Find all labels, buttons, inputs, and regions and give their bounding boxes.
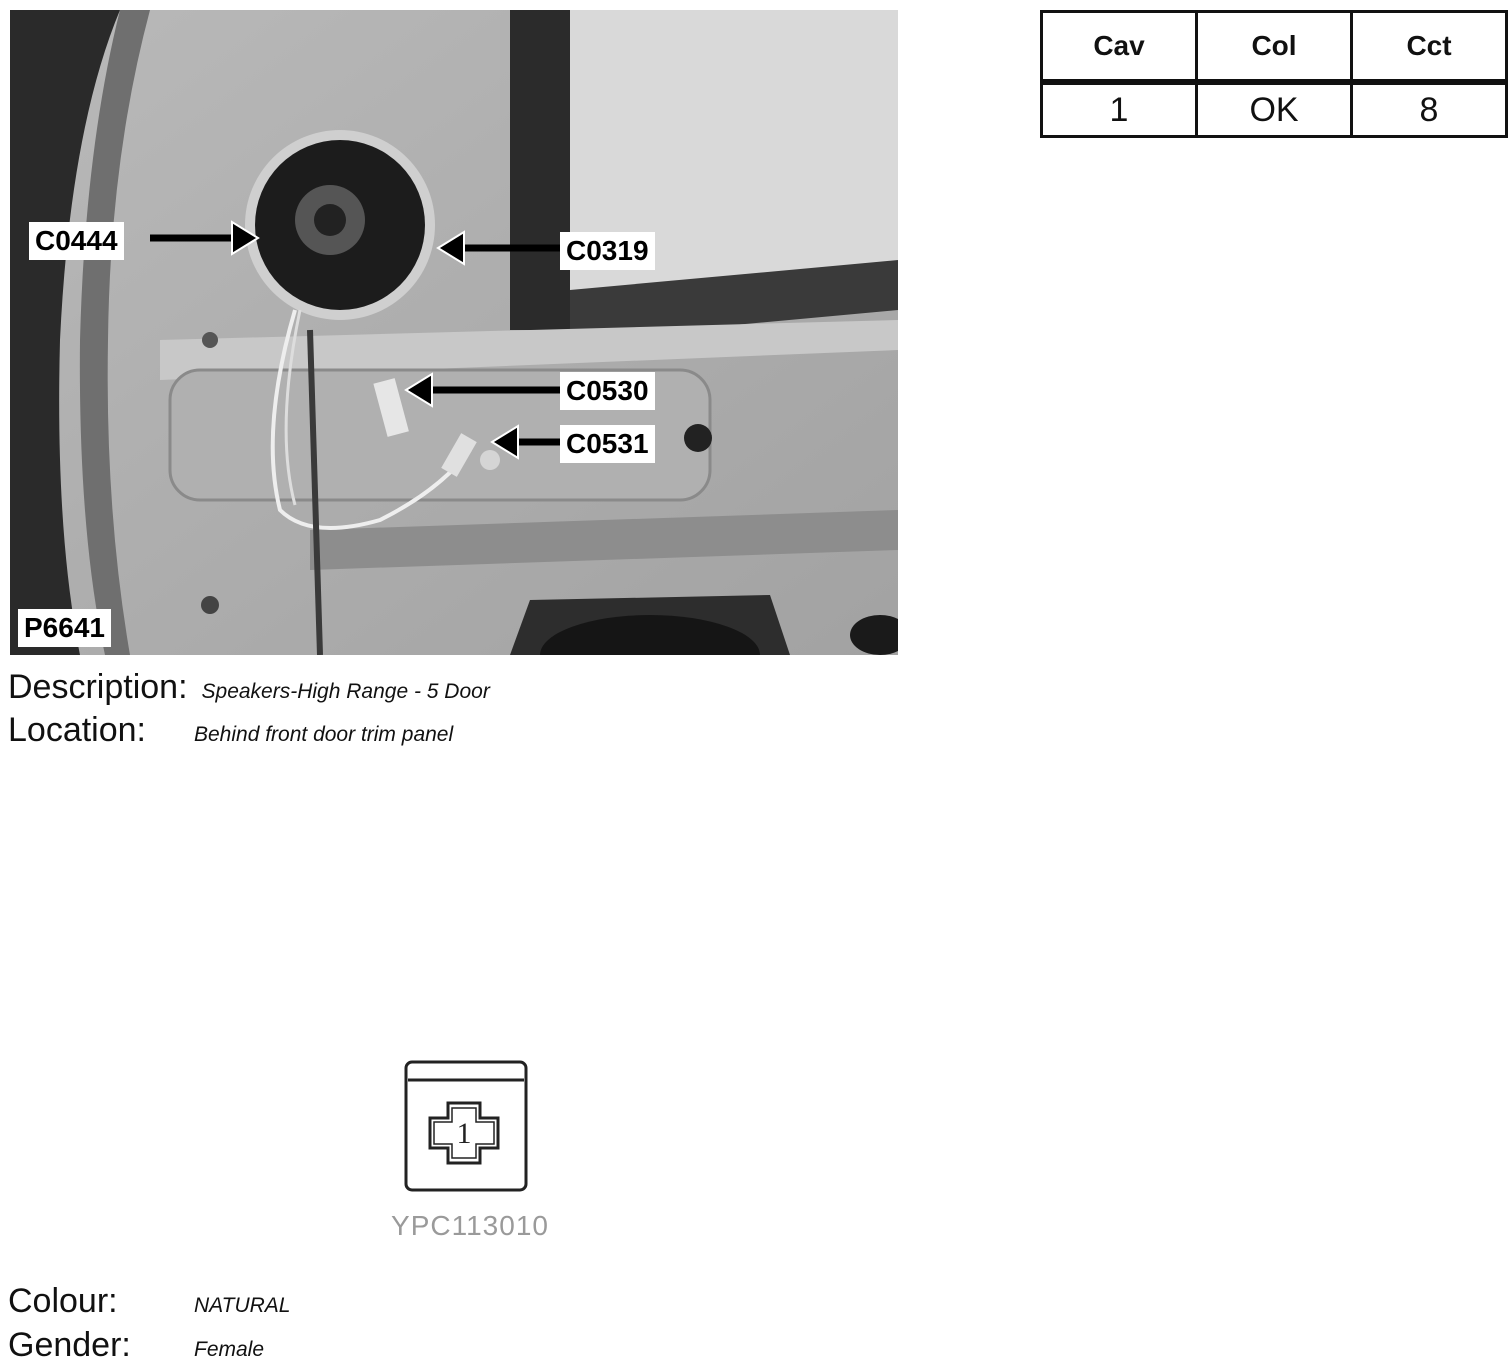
- colour-line: [8, 1282, 290, 1321]
- gender-value: Female: [194, 1338, 265, 1361]
- part-number: YPC113010: [391, 1210, 549, 1241]
- description-value: Speakers-High Range - 5 Door: [201, 680, 490, 703]
- callout-c0444: C0444: [29, 222, 124, 260]
- header-cav: Cav: [1042, 12, 1197, 83]
- location-value: Behind front door trim panel: [194, 723, 454, 746]
- header-cct: Cct: [1352, 12, 1507, 83]
- pin-table-header-row: [1042, 12, 1507, 83]
- gender-label: Gender:: [8, 1326, 131, 1364]
- description-line: [8, 668, 490, 707]
- cell-cav: 1: [1042, 82, 1197, 137]
- callout-c0531: C0531: [560, 425, 655, 463]
- callout-c0530: C0530: [560, 372, 655, 410]
- cavity-number: 1: [456, 1117, 472, 1150]
- description-label: Description:: [8, 668, 188, 706]
- callout-c0319: C0319: [560, 232, 655, 270]
- cell-cct: 8: [1352, 82, 1507, 137]
- pin-table: [1040, 10, 1508, 138]
- colour-value: NATURAL: [194, 1294, 291, 1317]
- location-line: [8, 711, 453, 750]
- connector-location-photo: [10, 10, 898, 655]
- colour-label: Colour:: [8, 1282, 118, 1320]
- header-col: Col: [1197, 12, 1352, 83]
- location-label: Location:: [8, 711, 146, 749]
- photo-reference-label: P6641: [18, 609, 111, 647]
- gender-line: [8, 1326, 264, 1365]
- connector-face-icon: [400, 1058, 532, 1203]
- door-panel-illustration: [10, 10, 898, 655]
- table-row: [1042, 82, 1507, 137]
- cell-col: OK: [1197, 82, 1352, 137]
